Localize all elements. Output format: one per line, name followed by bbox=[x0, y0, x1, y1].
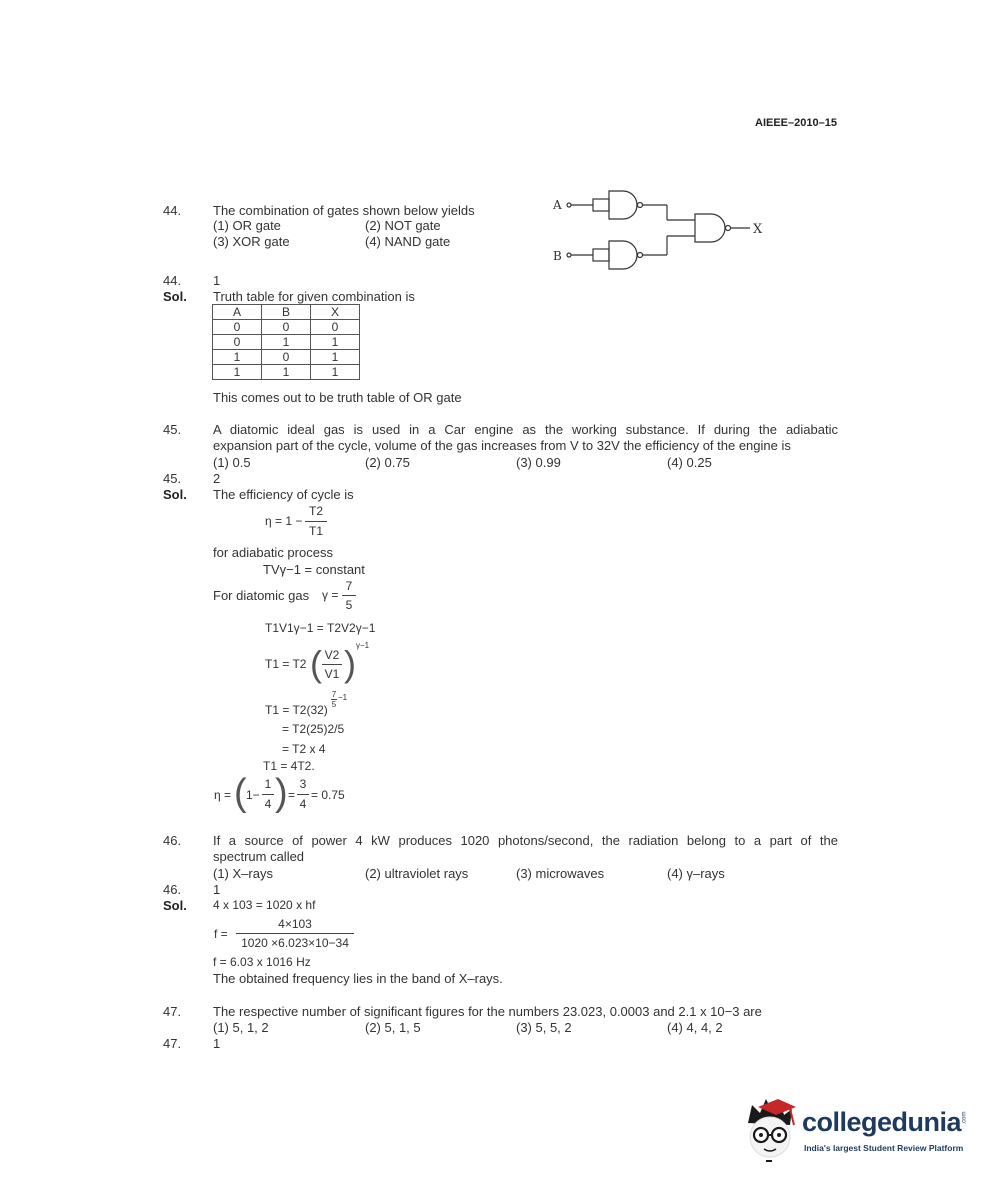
mascot-icon bbox=[740, 1095, 800, 1165]
q45-sol-label: Sol. bbox=[163, 487, 187, 502]
logic-gate-diagram bbox=[545, 185, 785, 275]
q47-option-3: (3) 5, 5, 2 bbox=[516, 1020, 572, 1035]
q45-answer-number: 45. bbox=[163, 471, 182, 486]
f-num: 4×103 bbox=[278, 917, 312, 931]
final-frac-bar bbox=[262, 794, 274, 795]
equation-4: = T2(25)2/5 bbox=[282, 722, 345, 736]
gamma-lhs: γ = bbox=[322, 588, 339, 602]
q47-number: 47. bbox=[163, 1004, 182, 1019]
truth-table-header-cell: X bbox=[311, 305, 360, 320]
eta-fraction-num: T2 bbox=[308, 504, 323, 518]
q45-text-line1: A diatomic ideal gas is used in a Car engine as the working substance. If during the adiabatic bbox=[213, 422, 838, 437]
equation-2-num: V2 bbox=[324, 648, 340, 662]
equation-3: T1 = T2(32) bbox=[265, 703, 328, 717]
tv-constant: TVγ−1 = constant bbox=[263, 562, 365, 577]
table-cell: 0 bbox=[262, 320, 311, 335]
q45-sol-intro: The efficiency of cycle is bbox=[213, 487, 354, 502]
truth-table-header bbox=[213, 305, 360, 320]
q45-option-1: (1) 0.5 bbox=[213, 455, 251, 470]
equation-2-bar bbox=[322, 664, 342, 665]
final-left-paren: ( bbox=[234, 772, 247, 814]
equation-6: T1 = 4T2. bbox=[263, 759, 315, 773]
right-paren: ) bbox=[344, 643, 356, 684]
q44-option-1: (1) OR gate bbox=[213, 218, 281, 233]
q46-sol-label: Sol. bbox=[163, 898, 187, 913]
q45-option-3: (3) 0.99 bbox=[516, 455, 561, 470]
final-one: 1− bbox=[246, 788, 260, 802]
q47-text: The respective number of significant figures for the numbers 23.023, 0.0003 and 2.1 x 10−3 are bbox=[213, 1004, 762, 1019]
final-value: = 0.75 bbox=[311, 788, 345, 802]
table-cell: 0 bbox=[213, 335, 262, 350]
q46-answer-number: 46. bbox=[163, 882, 182, 897]
brand-suffix: .com bbox=[961, 1111, 968, 1125]
q44-number: 44. bbox=[163, 203, 182, 218]
gamma-num: 7 bbox=[345, 579, 353, 593]
q46-text-line1: If a source of power 4 kW produces 1020 photons/second, the radiation belong to a part of the bbox=[213, 833, 838, 848]
q46-conclusion: The obtained frequency lies in the band of X–rays. bbox=[213, 971, 503, 986]
table-cell: 0 bbox=[262, 350, 311, 365]
f-bar bbox=[236, 933, 354, 934]
q47-answer-number: 47. bbox=[163, 1036, 182, 1051]
table-cell: 1 bbox=[262, 365, 311, 380]
q45-number: 45. bbox=[163, 422, 182, 437]
table-cell: 1 bbox=[262, 335, 311, 350]
q44-text: The combination of gates shown below yields bbox=[213, 203, 475, 218]
equation-2-exp: γ−1 bbox=[356, 641, 370, 650]
equation-2-lhs: T1 = T2 bbox=[265, 657, 307, 671]
q44-answer: 1 bbox=[213, 273, 221, 288]
final-eta-lhs: η = bbox=[214, 788, 232, 802]
q45-option-4: (4) 0.25 bbox=[667, 455, 712, 470]
q46-option-1: (1) X–rays bbox=[213, 866, 273, 881]
table-cell: 1 bbox=[213, 350, 262, 365]
truth-table-header-cell: B bbox=[262, 305, 311, 320]
q44-sol-intro: Truth table for given combination is bbox=[213, 289, 415, 304]
final-right-paren: ) bbox=[275, 772, 288, 814]
gamma-den: 5 bbox=[345, 598, 353, 612]
brand-tagline: India's largest Student Review Platform bbox=[804, 1143, 964, 1153]
q44-conclusion: This comes out to be truth table of OR gate bbox=[213, 390, 462, 405]
q46-number: 46. bbox=[163, 833, 182, 848]
q47-option-4: (4) 4, 4, 2 bbox=[667, 1020, 723, 1035]
q47-option-1: (1) 5, 1, 2 bbox=[213, 1020, 269, 1035]
gamma-bar bbox=[342, 595, 356, 596]
q45-text-line2: expansion part of the cycle, volume of the gas increases from V to 32V the efficiency of the engine is bbox=[213, 438, 791, 453]
adiabatic-text: for adiabatic process bbox=[213, 545, 333, 560]
left-paren: ( bbox=[310, 643, 322, 684]
table-cell: 1 bbox=[311, 335, 360, 350]
f-lhs: f = bbox=[214, 927, 228, 941]
table-row bbox=[213, 335, 360, 350]
q44-option-2: (2) NOT gate bbox=[365, 218, 441, 233]
collegedunia-logo[interactable] bbox=[740, 1093, 970, 1168]
final-res-num: 3 bbox=[299, 777, 307, 791]
table-cell: 1 bbox=[213, 365, 262, 380]
q44-option-3: (3) XOR gate bbox=[213, 234, 290, 249]
q46-option-2: (2) ultraviolet rays bbox=[365, 866, 469, 881]
q46-option-3: (3) microwaves bbox=[516, 866, 605, 881]
brand-name: collegedunia bbox=[802, 1107, 962, 1137]
q44-answer-number: 44. bbox=[163, 273, 182, 288]
q46-option-4: (4) γ–rays bbox=[667, 866, 725, 881]
eta-formula-lhs: η = 1 − bbox=[265, 514, 303, 528]
q47-answer: 1 bbox=[213, 1036, 221, 1051]
table-row bbox=[213, 320, 360, 335]
table-cell: 1 bbox=[311, 350, 360, 365]
q44-sol-label: Sol. bbox=[163, 289, 187, 304]
diagram-label-b: B bbox=[553, 249, 562, 263]
q45-option-2: (2) 0.75 bbox=[365, 455, 410, 470]
q46-line1: 4 x 103 = 1020 x hf bbox=[213, 898, 316, 912]
q46-text-line2: spectrum called bbox=[213, 849, 305, 864]
final-res-den: 4 bbox=[299, 797, 307, 811]
q47-option-2: (2) 5, 1, 5 bbox=[365, 1020, 421, 1035]
equation-2-den: V1 bbox=[324, 667, 340, 681]
final-res-bar bbox=[297, 794, 309, 795]
page-reference: AIEEE–2010–15 bbox=[755, 117, 837, 129]
table-row bbox=[213, 365, 360, 380]
eta-fraction-bar bbox=[305, 521, 327, 522]
final-eq: = bbox=[288, 788, 296, 802]
q44-option-4: (4) NAND gate bbox=[365, 234, 451, 249]
q46-answer: 1 bbox=[213, 882, 221, 897]
equation-1: T1V1γ−1 = T2V2γ−1 bbox=[265, 621, 376, 635]
diagram-label-x: X bbox=[753, 222, 763, 237]
table-row bbox=[213, 350, 360, 365]
diatomic-text: For diatomic gas bbox=[213, 588, 310, 603]
q45-answer: 2 bbox=[213, 471, 221, 486]
diagram-label-a: A bbox=[553, 198, 562, 212]
truth-table bbox=[212, 304, 360, 380]
final-frac-den: 4 bbox=[264, 797, 272, 811]
equation-3-exp-den: 5 bbox=[331, 700, 337, 709]
final-frac-num: 1 bbox=[264, 777, 272, 791]
truth-table-header-cell: A bbox=[213, 305, 262, 320]
table-cell: 1 bbox=[311, 365, 360, 380]
table-cell: 0 bbox=[213, 320, 262, 335]
equation-5: = T2 x 4 bbox=[282, 742, 326, 756]
f-result: f = 6.03 x 1016 Hz bbox=[213, 955, 311, 969]
f-den: 1020 ×6.023×10−34 bbox=[241, 936, 349, 950]
eta-fraction-den: T1 bbox=[308, 524, 323, 538]
equation-3-exp-tail: −1 bbox=[338, 693, 348, 702]
table-cell: 0 bbox=[311, 320, 360, 335]
equation-3-exp-num: 7 bbox=[331, 690, 337, 699]
